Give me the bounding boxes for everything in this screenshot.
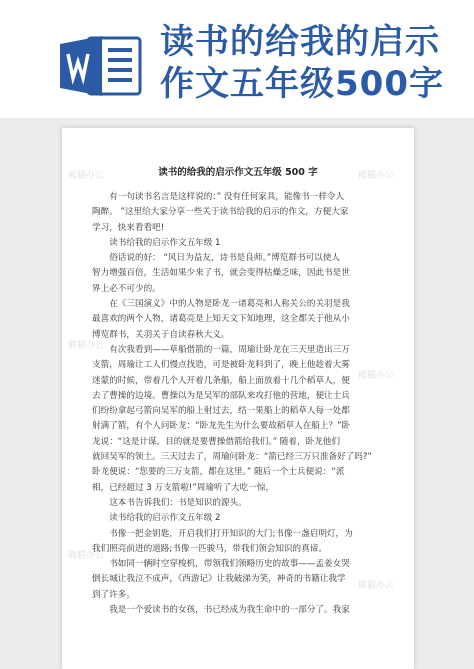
paragraph-line: 在《三国演义》中的人物是卧龙一诸葛亮和人称关公的关羽是我	[109, 299, 350, 310]
paragraph-line: 俗话说的好： “风日为益友，诗书是良师。”博览群书可以使人	[109, 253, 340, 264]
paragraph-line: 有一句读书名言是这样说的：” 没有任何家具，能像书一样令人	[109, 192, 345, 202]
paragraph-line: 卧龙便说：“您要的三万支箭，都在这里。” 随后一个士兵便说：“派	[92, 467, 345, 478]
paragraph-line: 迷蒙的时候，带着几个人开着几条船，船上面放着十几个稻草人，便	[92, 375, 350, 386]
document-paragraph	[92, 511, 388, 526]
paragraph-line: 相，已经超过 3 万支箭啦!”周瑜听了大吃一惊，	[92, 482, 275, 493]
document-paragraph	[92, 557, 388, 603]
paragraph-line: 有次我看到——草船借箭的一篇，周瑜让卧龙在三天里造出三万	[109, 344, 350, 355]
document-paragraph	[92, 343, 388, 496]
paragraph-line: 我们照亮前进的道路;书像一匹骏马，带我们领会知识的真谛。	[92, 543, 327, 554]
document-paragraph	[92, 297, 388, 343]
watermark-text: 熊猫办公	[68, 551, 105, 561]
paragraph-line: 博览群书，关羽关于自读春秋大义。	[92, 329, 230, 340]
watermark-text: 熊猫办公	[68, 171, 105, 181]
document-paragraph	[92, 603, 388, 618]
paragraph-line: 智力增强百倍，生活如果少来了书，就会变得枯燥乏味，因此书是世	[92, 268, 350, 279]
paragraph-line: 龙说：“这是计谋，目的就是要曹操借箭给我们。” 随着，卧龙他们	[92, 436, 340, 447]
document-page	[62, 128, 414, 669]
paragraph-line: 学习，快来看看吧!	[92, 222, 165, 233]
document-paragraph	[92, 251, 388, 297]
document-title: 读书的给我的启示作文五年级 500 字	[158, 167, 318, 178]
document-body	[92, 190, 388, 618]
paragraph-line: 最喜欢的两个人物，诸葛亮是上知天文下知地理，这全都关于他从小	[92, 314, 350, 325]
paragraph-line: 倒长城让我泣不成声，《西游记》让我破涕为笑，神奇的书籍让我学	[92, 574, 346, 585]
paragraph-line: 去了曹操的边境。曹操以为是吴军的部队来攻打他的营地，便让士兵	[92, 390, 350, 401]
header	[0, 0, 474, 118]
watermark-text: 熊猫办公	[358, 581, 395, 591]
paragraph-line: 书像一把金钥匙，开启我们打开知识的大门;书像一盏启明灯，为	[109, 528, 353, 539]
paragraph-line: 我是一个爱读书的女孩，书已经成为我生命中的一部分了。我家	[109, 605, 350, 616]
page-title-line-1: 读书的给我的启示	[160, 22, 440, 62]
document-paragraph	[92, 236, 388, 251]
paragraph-line: 读书给我的启示作文五年级 1	[109, 237, 221, 248]
paragraph-line: 支箭，周瑜让工人们慢点找造，可是被卧龙料到了，晚上他趁着大雾	[92, 360, 350, 371]
paragraph-line: 到了许多。	[92, 589, 135, 600]
document-paragraph	[92, 496, 388, 511]
watermark-text: 熊猫办公	[68, 341, 105, 351]
paragraph-line: 这本书告诉我们：书是知识的源头。	[109, 497, 247, 508]
word-doc-icon	[58, 34, 144, 98]
paragraph-line: 界上必不可少的。	[92, 283, 161, 294]
paragraph-line: 书如同一辆时空穿梭机，带领我们领略历史的故事——孟姜女哭	[109, 559, 350, 570]
document-paragraph	[92, 190, 388, 236]
watermark-text: 熊猫办公	[358, 171, 395, 181]
paragraph-line: 们纷纷拿起弓箭向吴军的船上射过去，结一果船上的稻草人每一处都	[92, 406, 350, 417]
paragraph-line: 就回吴军的领土。三天过去了，周瑜问卧龙：“箭已经三万只准备好了吗?”	[92, 452, 372, 463]
watermark-text: 熊猫办公	[358, 371, 395, 381]
page-title-line-2: 作文五年级500字	[160, 64, 444, 104]
paragraph-line: 读书给我的启示作文五年级 2	[109, 513, 221, 524]
paragraph-line: 射满了箭，有个人问卧龙：“卧龙先生为什么要故稻草人在船上？”卧	[92, 421, 351, 432]
document-paragraph	[92, 527, 388, 558]
paragraph-line: 陶醉。 ”这里给大家分享一些关于读书给我的启示的作文，方便大家	[92, 207, 349, 218]
